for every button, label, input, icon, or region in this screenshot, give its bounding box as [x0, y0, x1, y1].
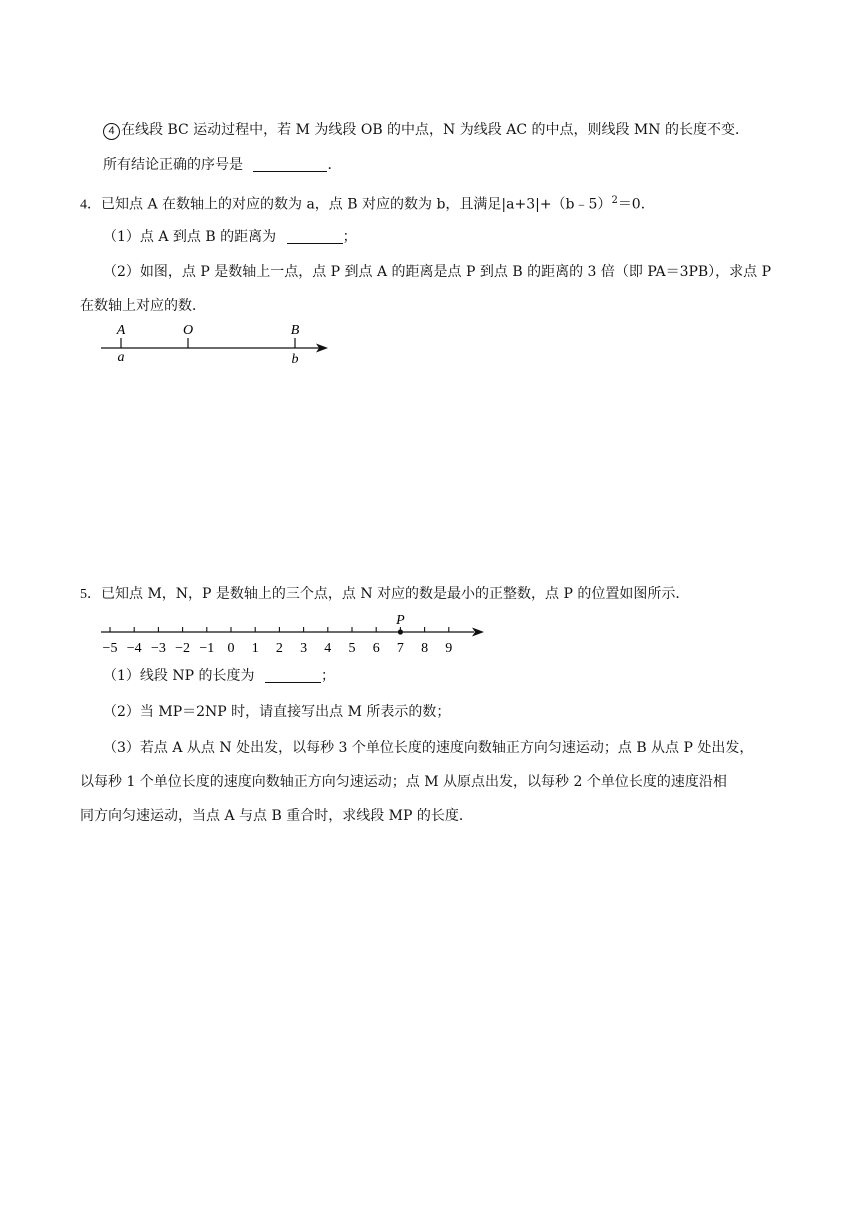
q4-stem-text: 已知点 A 在数轴上的对应的数为 a，点 B 对应的数为 b，且满足|a+3|+（b﹣5） — [101, 196, 612, 213]
q4-part1 — [103, 228, 357, 246]
q5-tick-label: 4 — [324, 641, 332, 656]
q4-part1-text: （1）点 A 到点 B 的距离为 — [103, 229, 277, 245]
q4-part2-line2: 在数轴上对应的数． — [80, 298, 206, 314]
q5-tick-label: 3 — [300, 641, 308, 656]
q5-tick-label: −3 — [150, 641, 166, 656]
q3-answer-line — [103, 156, 341, 174]
q5-part3-line3: 同方向匀速运动，当点 A 与点 B 重合时，求线段 MP 的长度． — [80, 808, 473, 824]
q5-tick-label: 8 — [421, 641, 429, 656]
q4-label-A: A — [116, 323, 126, 338]
q5-point-p-dot — [398, 629, 403, 634]
q5-tick-label: −4 — [126, 641, 142, 656]
q5-part3-line1: （3）若点 A 从点 N 处出发，以每秒 3 个单位长度的速度向数轴正方向匀速运动；点 B 从点 P 处出发， — [103, 740, 754, 756]
q5-tick-label: 0 — [227, 641, 235, 656]
q5-number-line-figure — [98, 608, 498, 656]
q5-part1-end: ； — [320, 668, 335, 684]
q4-part2-line1: （2）如图，点 P 是数轴上一点，点 P 到点 A 的距离是点 P 到点 B 的距离的 3 倍（即 PA＝3PB），求点 P — [103, 264, 772, 280]
q5-tick-label: 5 — [348, 641, 356, 656]
q4-part1-blank[interactable] — [287, 229, 343, 244]
q5-part3-line2: 以每秒 1 个单位长度的速度向数轴正方向匀速运动；点 M 从原点出发，以每秒 2 个单位长度的速度沿相 — [80, 774, 727, 790]
q4-part1-end: ； — [342, 229, 357, 245]
q5-part1-blank[interactable] — [265, 668, 321, 683]
q5-part2: （2）当 MP＝2NP 时，请直接写出点 M 所表示的数； — [103, 704, 451, 720]
q4-label-a: a — [117, 350, 125, 365]
q5-stem — [80, 585, 689, 604]
q5-tick-label: 9 — [445, 641, 453, 656]
q4-number-line-figure — [98, 320, 338, 370]
q5-tick-label: 6 — [372, 641, 380, 656]
q5-number: 5． — [80, 587, 101, 602]
q5-part1 — [103, 667, 335, 685]
q5-tick-label: −5 — [102, 641, 118, 656]
q3-answer-prompt: 所有结论正确的序号是 — [103, 157, 243, 173]
q4-stem-end: ＝0． — [617, 196, 655, 213]
q5-part1-text: （1）线段 NP 的长度为 — [103, 668, 255, 684]
q4-number: 4． — [80, 197, 101, 213]
q4-label-B: B — [290, 323, 300, 338]
q5-label-P: P — [396, 613, 405, 628]
q5-tick-label: −1 — [199, 641, 215, 656]
q3-answer-end: ． — [327, 157, 342, 173]
q4-label-b: b — [291, 352, 299, 367]
q4-label-O: O — [182, 323, 194, 338]
q5-stem-text: 已知点 M，N，P 是数轴上的三个点，点 N 对应的数是最小的正整数，点 P 的位置如图所示． — [101, 586, 690, 602]
q3-item4 — [103, 121, 749, 140]
q5-tick-label: 1 — [251, 641, 259, 656]
q5-tick-label: 2 — [275, 641, 283, 656]
q3-answer-blank[interactable] — [253, 157, 327, 172]
q3-item4-text: 在线段 BC 运动过程中，若 M 为线段 OB 的中点，N 为线段 AC 的中点，则线段 MN 的长度不变． — [121, 122, 749, 138]
q4-stem-sup: 2 — [611, 195, 618, 206]
circled-number-4: 4 — [103, 123, 120, 140]
q4-stem — [80, 192, 655, 215]
q5-tick-label: −2 — [175, 641, 191, 656]
q5-tick-label: 7 — [396, 641, 404, 656]
